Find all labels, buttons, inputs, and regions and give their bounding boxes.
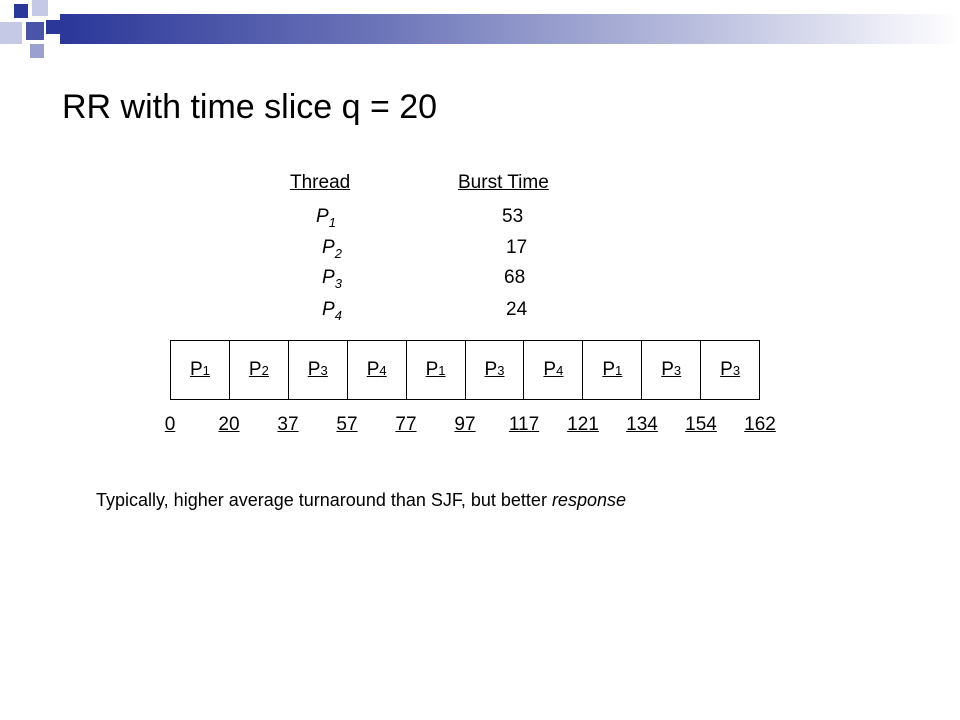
thread-p1 bbox=[316, 206, 336, 230]
summary-note bbox=[96, 490, 626, 511]
gantt-tick: 77 bbox=[395, 414, 417, 435]
gantt-cell-label: P bbox=[189, 359, 203, 380]
gantt-cell bbox=[583, 341, 642, 399]
gantt-cell-sub: 4 bbox=[379, 362, 387, 378]
note-text: Typically, higher average turnaround than SJF, but better bbox=[96, 490, 552, 510]
gantt-cell-sub: 2 bbox=[261, 362, 269, 378]
burst-p4: 24 bbox=[506, 299, 528, 320]
header-gradient-bar bbox=[60, 14, 960, 44]
decor-square-6 bbox=[30, 44, 44, 58]
gantt-cell-sub: 1 bbox=[615, 362, 623, 378]
decor-square-4 bbox=[26, 22, 44, 40]
gantt-cell-label: P bbox=[307, 359, 321, 380]
burst-p1: 53 bbox=[502, 206, 524, 227]
gantt-tick: 0 bbox=[164, 414, 176, 435]
thread-p2 bbox=[322, 237, 342, 261]
gantt-cell bbox=[348, 341, 407, 399]
note-emphasis: response bbox=[551, 490, 626, 510]
gantt-cell bbox=[289, 341, 348, 399]
gantt-cell-label: P bbox=[602, 359, 616, 380]
gantt-cell-sub: 1 bbox=[202, 362, 210, 378]
gantt-cell bbox=[230, 341, 289, 399]
gantt-cell-label: P bbox=[661, 359, 674, 380]
gantt-tick: 97 bbox=[454, 414, 476, 435]
thread-sub: 3 bbox=[334, 275, 342, 291]
gantt-cell-sub: 3 bbox=[732, 362, 741, 378]
thread-label: P bbox=[322, 237, 335, 258]
thread-sub: 4 bbox=[334, 307, 342, 323]
gantt-tick: 121 bbox=[567, 414, 599, 435]
slide-title: RR with time slice q = 20 bbox=[62, 88, 438, 126]
gantt-cell bbox=[701, 341, 759, 399]
gantt-tick: 57 bbox=[336, 414, 358, 435]
gantt-cell-sub: 3 bbox=[320, 362, 328, 378]
decor-square-2 bbox=[32, 0, 48, 16]
gantt-tick: 134 bbox=[626, 414, 658, 435]
thread-p4 bbox=[322, 299, 342, 323]
thread-label: P bbox=[322, 299, 335, 320]
gantt-cell-label: P bbox=[366, 359, 380, 380]
gantt-cell-label: P bbox=[248, 359, 262, 380]
decor-square-1 bbox=[14, 4, 28, 18]
gantt-tick: 20 bbox=[218, 414, 240, 435]
thread-sub: 2 bbox=[334, 245, 342, 261]
gantt-cell bbox=[524, 341, 583, 399]
gantt-cell bbox=[466, 341, 525, 399]
gantt-tick: 117 bbox=[508, 414, 540, 435]
thread-label: P bbox=[316, 206, 329, 227]
thread-p3 bbox=[322, 267, 342, 291]
thread-sub: 1 bbox=[328, 214, 336, 230]
gantt-cell-sub: 4 bbox=[556, 362, 564, 378]
gantt-cell-label: P bbox=[484, 359, 498, 380]
decor-square-5 bbox=[46, 20, 60, 34]
gantt-cell-sub: 1 bbox=[438, 362, 446, 378]
burst-p2: 17 bbox=[506, 237, 528, 258]
decor-square-3 bbox=[0, 22, 22, 44]
gantt-cell bbox=[171, 341, 230, 399]
gantt-cell-label: P bbox=[425, 359, 439, 380]
gantt-cell-label: P bbox=[543, 359, 557, 380]
gantt-tick: 162 bbox=[744, 414, 776, 435]
gantt-cell-sub: 3 bbox=[497, 362, 505, 378]
gantt-tick: 37 bbox=[277, 414, 299, 435]
burst-p3: 68 bbox=[504, 267, 526, 288]
header-burst-time: Burst Time bbox=[458, 172, 549, 193]
gantt-cell-label: P bbox=[720, 359, 733, 380]
header-thread: Thread bbox=[290, 172, 351, 193]
gantt-cell-sub: 3 bbox=[673, 362, 682, 378]
gantt-cell bbox=[642, 341, 701, 399]
gantt-cell bbox=[407, 341, 466, 399]
thread-label: P bbox=[322, 267, 335, 288]
gantt-tick: 154 bbox=[685, 414, 717, 435]
gantt-chart bbox=[170, 340, 760, 400]
